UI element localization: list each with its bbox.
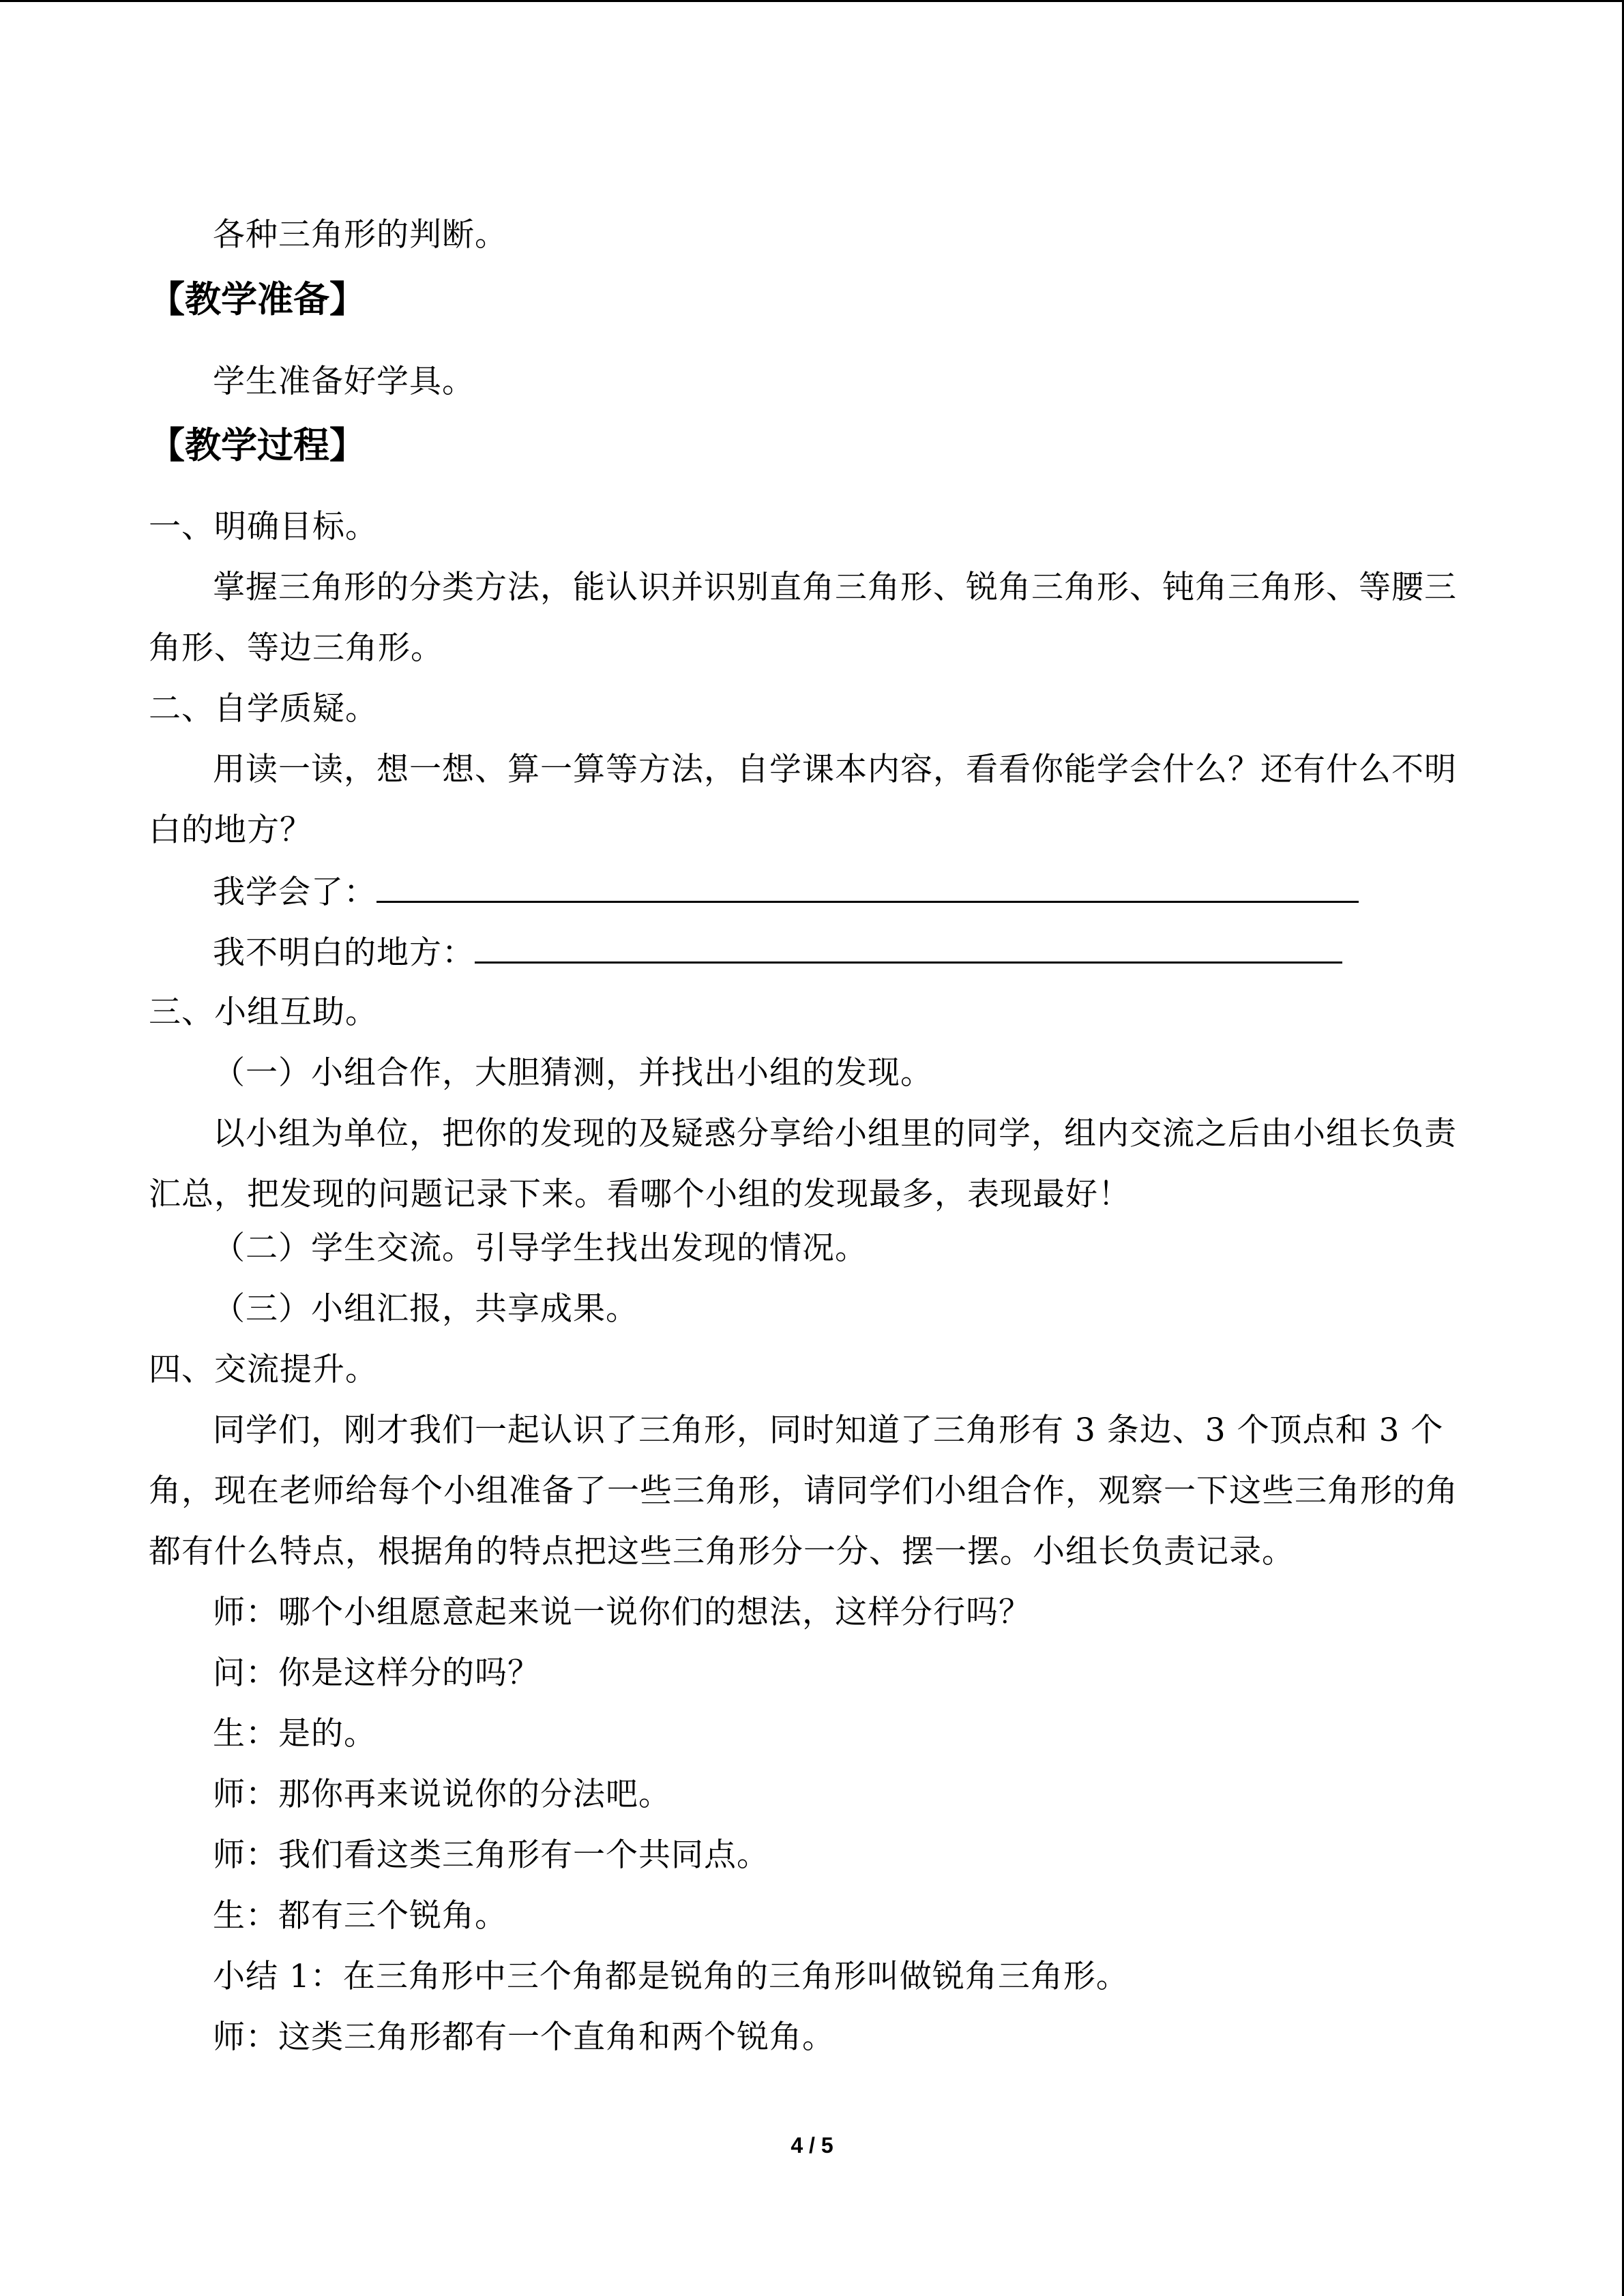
paragraph-line: 各种三角形的判断。 [213,216,507,254]
paragraph-line: 掌握三角形的分类方法，能认识并识别直角三角形、锐角三角形、钝角三角形、等腰三 [213,569,1457,606]
section-title: 三、小组互助。 [149,994,378,1031]
dialogue-line: 师：那你再来说说你的分法吧。 [213,1776,671,1813]
paragraph-line: 同学们，刚才我们一起认识了三角形，同时知道了三角形有 3 条边、3 个顶点和 3 个 [213,1412,1444,1449]
paragraph-line: （一）小组合作，大胆猜测，并找出小组的发现。 [213,1054,933,1092]
answer-blank-learned[interactable] [377,871,1359,903]
answer-blank-unclear[interactable] [475,931,1342,964]
dialogue-line: 生：是的。 [213,1715,377,1753]
dialogue-line: 问：你是这样分的吗？ [213,1654,540,1692]
dialogue-line: 师：哪个小组愿意起来说一说你们的想法，这样分行吗？ [213,1594,1031,1631]
fill-in-unclear [213,931,1342,974]
section-title: 二、自学质疑。 [149,690,378,728]
fill-in-learned [213,871,1359,913]
dialogue-line: 师：这类三角形都有一个直角和两个锐角。 [213,2018,835,2056]
paragraph-line: 角，现在老师给每个小组准备了一些三角形，请同学们小组合作，观察一下这些三角形的角 [149,1472,1458,1510]
section-title: 四、交流提升。 [149,1351,378,1388]
summary-line: 小结 1：在三角形中三个角都是锐角的三角形叫做锐角三角形。 [213,1958,1129,1995]
paragraph-line: 用读一读，想一想、算一算等方法，自学课本内容，看看你能学会什么？还有什么不明 [213,751,1457,788]
paragraph-line: 汇总，把发现的问题记录下来。看哪个小组的发现最多，表现最好！ [149,1176,1131,1213]
section-title: 一、明确目标。 [149,508,378,546]
paragraph-line: 白的地方？ [149,811,312,849]
paragraph-line: 角形、等边三角形。 [149,629,443,667]
paragraph-line: （二）学生交流。引导学生找出发现的情况。 [213,1229,868,1267]
paragraph-line: 以小组为单位，把你的发现的及疑惑分享给小组里的同学，组内交流之后由小组长负责 [213,1115,1457,1152]
paragraph-line: 都有什么特点，根据角的特点把这些三角形分一分、摆一摆。小组长负责记录。 [149,1533,1295,1570]
paragraph-line: 学生准备好学具。 [213,363,475,400]
fill-in-learned-label: 我学会了： [213,874,377,911]
fill-in-unclear-label: 我不明白的地方： [213,934,475,972]
page-number: 4 / 5 [791,2133,833,2158]
paragraph-line: （三）小组汇报，共享成果。 [213,1290,638,1328]
section-heading-prep: 【教学准备】 [149,279,366,320]
dialogue-line: 师：我们看这类三角形有一个共同点。 [213,1836,769,1874]
section-heading-process: 【教学过程】 [149,425,366,466]
dialogue-line: 生：都有三个锐角。 [213,1897,507,1935]
